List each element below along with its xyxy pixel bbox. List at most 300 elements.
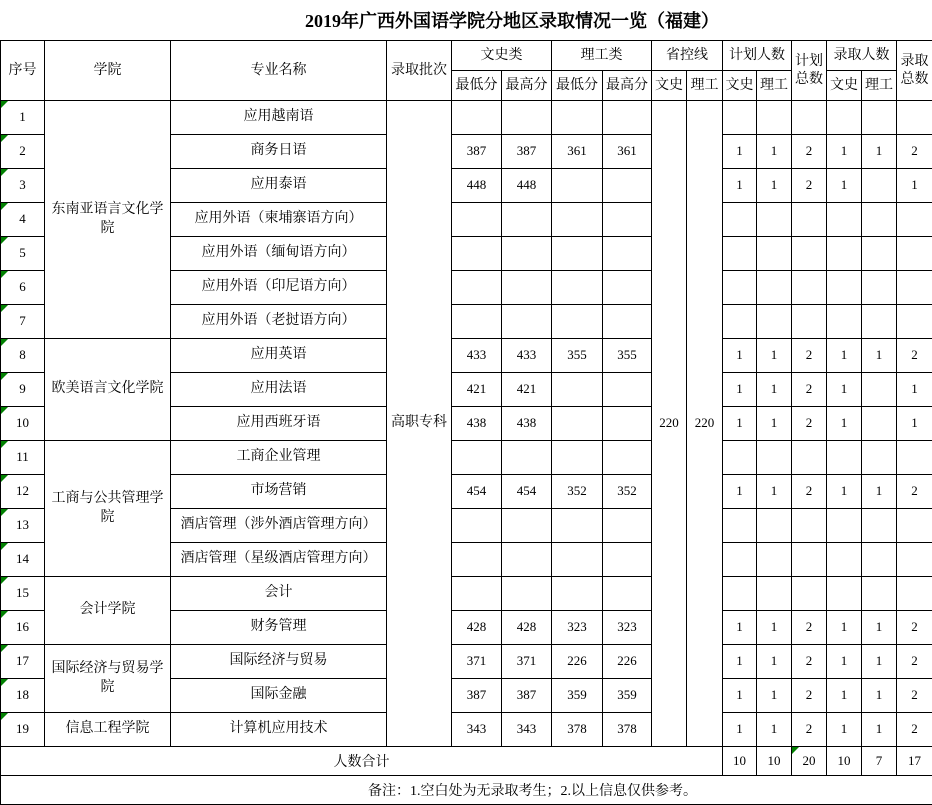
header-plan-ligong: 理工 (757, 71, 792, 101)
admit-total-cell: 2 (897, 135, 932, 169)
admit-total-cell (897, 543, 932, 577)
ligong-max-cell (603, 509, 652, 543)
seq-value: 9 (19, 381, 26, 396)
admit-wenshi-cell: 1 (827, 135, 862, 169)
admit-total-cell: 1 (897, 407, 932, 441)
note-text: 备注：1.空白处为无录取考生；2.以上信息仅供参考。 (1, 776, 932, 805)
ligong-min-cell (552, 509, 603, 543)
plan-ligong-cell: 1 (757, 679, 792, 713)
header-college: 学院 (45, 41, 171, 101)
seq-cell (1, 339, 45, 373)
header-control-line: 省控线 (652, 41, 723, 71)
seq-cell (1, 509, 45, 543)
ligong-min-cell: 352 (552, 475, 603, 509)
seq-cell (1, 577, 45, 611)
ligong-min-cell (552, 577, 603, 611)
admit-wenshi-cell: 1 (827, 373, 862, 407)
cell-marker-icon (1, 271, 8, 278)
admit-ligong-cell (862, 441, 897, 475)
wenshi-max-cell: 448 (502, 169, 552, 203)
major-cell: 应用泰语 (171, 169, 387, 203)
plan-wenshi-cell (723, 577, 757, 611)
admit-ligong-cell: 1 (862, 611, 897, 645)
cell-marker-icon (1, 237, 8, 244)
table-footer (1, 747, 932, 805)
cell-marker-icon (1, 645, 8, 652)
admit-ligong-cell: 1 (862, 475, 897, 509)
plan-ligong-cell: 1 (757, 475, 792, 509)
ligong-max-cell: 359 (603, 679, 652, 713)
major-cell: 工商企业管理 (171, 441, 387, 475)
header-admit-wenshi: 文史 (827, 71, 862, 101)
note-row (1, 776, 932, 805)
admit-ligong-cell: 1 (862, 135, 897, 169)
seq-value: 6 (19, 279, 26, 294)
plan-wenshi-cell: 1 (723, 135, 757, 169)
header-major: 专业名称 (171, 41, 387, 101)
plan-total-cell: 2 (792, 713, 827, 747)
plan-wenshi-cell (723, 543, 757, 577)
admit-wenshi-cell (827, 577, 862, 611)
plan-wenshi-cell: 1 (723, 713, 757, 747)
wenshi-max-cell: 371 (502, 645, 552, 679)
seq-cell (1, 203, 45, 237)
header-ctrl-wenshi: 文史 (652, 71, 687, 101)
admit-total-cell: 2 (897, 475, 932, 509)
major-cell: 应用外语（印尼语方向） (171, 271, 387, 305)
wenshi-min-cell (452, 271, 502, 305)
plan-ligong-cell: 1 (757, 373, 792, 407)
plan-wenshi-cell: 1 (723, 169, 757, 203)
plan-wenshi-cell (723, 203, 757, 237)
seq-cell (1, 679, 45, 713)
ligong-max-cell (603, 203, 652, 237)
wenshi-max-cell: 428 (502, 611, 552, 645)
cell-marker-icon (1, 577, 8, 584)
cell-marker-icon (1, 441, 8, 448)
plan-wenshi-cell (723, 509, 757, 543)
seq-value: 3 (19, 177, 26, 192)
seq-value: 14 (16, 551, 29, 566)
ligong-min-cell (552, 441, 603, 475)
wenshi-max-cell (502, 577, 552, 611)
header-admit: 录取人数 (827, 41, 897, 71)
wenshi-min-cell (452, 305, 502, 339)
seq-cell (1, 441, 45, 475)
seq-value: 2 (19, 143, 26, 158)
seq-value: 13 (16, 517, 29, 532)
ligong-max-cell: 361 (603, 135, 652, 169)
cell-marker-icon (1, 407, 8, 414)
plan-ligong-cell: 1 (757, 339, 792, 373)
admit-wenshi-cell: 1 (827, 169, 862, 203)
wenshi-min-cell: 438 (452, 407, 502, 441)
cell-marker-icon (1, 373, 8, 380)
college-cell: 东南亚语言文化学院 (45, 101, 171, 339)
admit-total-cell: 2 (897, 679, 932, 713)
wenshi-max-cell (502, 237, 552, 271)
table-row (1, 339, 932, 373)
wenshi-max-cell (502, 271, 552, 305)
ligong-min-cell (552, 203, 603, 237)
college-cell: 欧美语言文化学院 (45, 339, 171, 441)
admit-total-cell (897, 237, 932, 271)
plan-total-cell (792, 237, 827, 271)
plan-ligong-cell: 1 (757, 407, 792, 441)
plan-total-cell: 2 (792, 169, 827, 203)
plan-wenshi-cell (723, 237, 757, 271)
plan-ligong-cell (757, 509, 792, 543)
wenshi-min-cell: 387 (452, 679, 502, 713)
ligong-max-cell: 226 (603, 645, 652, 679)
admit-ligong-cell (862, 407, 897, 441)
cell-marker-icon (792, 747, 799, 754)
plan-wenshi-cell: 1 (723, 407, 757, 441)
plan-total-cell: 2 (792, 645, 827, 679)
plan-total-cell (792, 543, 827, 577)
header-plan-total: 计划总数 (792, 41, 827, 101)
admit-ligong-cell (862, 543, 897, 577)
totals-plan-wenshi: 10 (723, 747, 757, 776)
cell-marker-icon (1, 203, 8, 210)
cell-marker-icon (1, 543, 8, 550)
wenshi-max-cell: 343 (502, 713, 552, 747)
ligong-min-cell: 323 (552, 611, 603, 645)
admit-ligong-cell (862, 509, 897, 543)
college-cell: 信息工程学院 (45, 713, 171, 747)
admit-total-cell (897, 203, 932, 237)
wenshi-min-cell: 421 (452, 373, 502, 407)
ligong-min-cell (552, 237, 603, 271)
ligong-min-cell: 359 (552, 679, 603, 713)
major-cell: 应用外语（老挝语方向） (171, 305, 387, 339)
seq-value: 17 (16, 653, 29, 668)
plan-ligong-cell (757, 543, 792, 577)
header-plan: 计划人数 (723, 41, 792, 71)
admit-ligong-cell (862, 577, 897, 611)
seq-value: 16 (16, 619, 29, 634)
header-admit-ligong: 理工 (862, 71, 897, 101)
admit-ligong-cell (862, 169, 897, 203)
wenshi-min-cell (452, 101, 502, 135)
ligong-max-cell (603, 373, 652, 407)
table-row (1, 101, 932, 135)
totals-admit-ligong: 7 (862, 747, 897, 776)
admit-ligong-cell (862, 271, 897, 305)
ligong-max-cell: 355 (603, 339, 652, 373)
table-body (1, 101, 932, 747)
header-row-1 (1, 41, 932, 71)
ligong-min-cell (552, 305, 603, 339)
seq-value: 7 (19, 313, 26, 328)
major-cell: 计算机应用技术 (171, 713, 387, 747)
plan-total-cell (792, 271, 827, 305)
ligong-max-cell (603, 271, 652, 305)
major-cell: 商务日语 (171, 135, 387, 169)
wenshi-max-cell: 421 (502, 373, 552, 407)
wenshi-min-cell (452, 203, 502, 237)
ligong-max-cell (603, 305, 652, 339)
admissions-table (0, 40, 932, 805)
plan-wenshi-cell (723, 441, 757, 475)
cell-marker-icon (1, 713, 8, 720)
table-row (1, 441, 932, 475)
plan-wenshi-cell: 1 (723, 645, 757, 679)
totals-plan-total-cell (792, 747, 827, 776)
admit-total-cell (897, 101, 932, 135)
header-wenshi-max: 最高分 (502, 71, 552, 101)
admit-total-cell (897, 441, 932, 475)
wenshi-min-cell (452, 543, 502, 577)
plan-wenshi-cell: 1 (723, 339, 757, 373)
wenshi-min-cell (452, 577, 502, 611)
totals-admit-total: 17 (897, 747, 932, 776)
wenshi-max-cell: 387 (502, 679, 552, 713)
plan-ligong-cell (757, 203, 792, 237)
wenshi-max-cell: 454 (502, 475, 552, 509)
admit-wenshi-cell (827, 509, 862, 543)
plan-ligong-cell: 1 (757, 713, 792, 747)
plan-wenshi-cell: 1 (723, 475, 757, 509)
ligong-min-cell: 361 (552, 135, 603, 169)
seq-cell (1, 611, 45, 645)
seq-value: 10 (16, 415, 29, 430)
plan-total-cell (792, 509, 827, 543)
plan-total-cell: 2 (792, 135, 827, 169)
cell-marker-icon (1, 135, 8, 142)
admit-wenshi-cell: 1 (827, 407, 862, 441)
admit-wenshi-cell: 1 (827, 339, 862, 373)
plan-ligong-cell (757, 577, 792, 611)
ligong-min-cell (552, 101, 603, 135)
wenshi-max-cell (502, 305, 552, 339)
totals-admit-wenshi: 10 (827, 747, 862, 776)
seq-value: 1 (19, 109, 26, 124)
seq-cell (1, 543, 45, 577)
ligong-max-cell (603, 237, 652, 271)
plan-ligong-cell (757, 101, 792, 135)
plan-wenshi-cell: 1 (723, 373, 757, 407)
totals-label: 人数合计 (1, 747, 723, 776)
ligong-max-cell (603, 577, 652, 611)
wenshi-min-cell: 454 (452, 475, 502, 509)
admit-wenshi-cell: 1 (827, 645, 862, 679)
plan-wenshi-cell (723, 101, 757, 135)
wenshi-max-cell (502, 101, 552, 135)
admit-ligong-cell (862, 305, 897, 339)
plan-total-cell: 2 (792, 611, 827, 645)
wenshi-max-cell: 387 (502, 135, 552, 169)
admit-ligong-cell: 1 (862, 645, 897, 679)
seq-cell (1, 373, 45, 407)
major-cell: 市场营销 (171, 475, 387, 509)
plan-total-cell: 2 (792, 373, 827, 407)
admit-wenshi-cell: 1 (827, 611, 862, 645)
wenshi-min-cell (452, 237, 502, 271)
wenshi-min-cell: 428 (452, 611, 502, 645)
seq-cell (1, 645, 45, 679)
plan-total-cell (792, 441, 827, 475)
admit-ligong-cell: 1 (862, 339, 897, 373)
wenshi-max-cell (502, 203, 552, 237)
cell-marker-icon (1, 475, 8, 482)
header-seq: 序号 (1, 41, 45, 101)
cell-marker-icon (1, 509, 8, 516)
admit-wenshi-cell (827, 237, 862, 271)
cell-marker-icon (1, 679, 8, 686)
plan-total-cell (792, 305, 827, 339)
control-line-ligong-cell: 220 (687, 101, 723, 747)
ligong-max-cell (603, 441, 652, 475)
plan-wenshi-cell: 1 (723, 611, 757, 645)
plan-ligong-cell: 1 (757, 169, 792, 203)
plan-ligong-cell (757, 237, 792, 271)
wenshi-min-cell: 343 (452, 713, 502, 747)
admit-wenshi-cell: 1 (827, 475, 862, 509)
wenshi-min-cell: 433 (452, 339, 502, 373)
admit-total-cell (897, 577, 932, 611)
wenshi-min-cell: 387 (452, 135, 502, 169)
ligong-max-cell: 352 (603, 475, 652, 509)
major-cell: 应用英语 (171, 339, 387, 373)
seq-cell (1, 135, 45, 169)
header-ligong-max: 最高分 (603, 71, 652, 101)
wenshi-max-cell: 438 (502, 407, 552, 441)
major-cell: 酒店管理（星级酒店管理方向） (171, 543, 387, 577)
header-admit-total: 录取总数 (897, 41, 932, 101)
admit-wenshi-cell: 1 (827, 679, 862, 713)
major-cell: 财务管理 (171, 611, 387, 645)
wenshi-min-cell: 371 (452, 645, 502, 679)
cell-marker-icon (1, 101, 8, 108)
ligong-min-cell: 355 (552, 339, 603, 373)
admit-ligong-cell (862, 101, 897, 135)
admit-wenshi-cell (827, 101, 862, 135)
seq-cell (1, 407, 45, 441)
cell-marker-icon (1, 305, 8, 312)
college-cell: 工商与公共管理学院 (45, 441, 171, 577)
seq-cell (1, 305, 45, 339)
admit-wenshi-cell (827, 305, 862, 339)
admit-total-cell: 1 (897, 373, 932, 407)
ligong-min-cell: 378 (552, 713, 603, 747)
ligong-max-cell (603, 543, 652, 577)
admit-wenshi-cell (827, 543, 862, 577)
plan-ligong-cell (757, 441, 792, 475)
major-cell: 应用越南语 (171, 101, 387, 135)
major-cell: 国际金融 (171, 679, 387, 713)
table-header (1, 41, 932, 101)
header-ligong-min: 最低分 (552, 71, 603, 101)
wenshi-max-cell (502, 441, 552, 475)
ligong-min-cell (552, 373, 603, 407)
table-row (1, 577, 932, 611)
wenshi-max-cell (502, 543, 552, 577)
admit-wenshi-cell (827, 441, 862, 475)
ligong-min-cell (552, 543, 603, 577)
major-cell: 应用外语（柬埔寨语方向） (171, 203, 387, 237)
control-line-wenshi-cell: 220 (652, 101, 687, 747)
admit-wenshi-cell: 1 (827, 713, 862, 747)
ligong-min-cell (552, 407, 603, 441)
header-wenshi-min: 最低分 (452, 71, 502, 101)
ligong-max-cell: 378 (603, 713, 652, 747)
plan-total-cell (792, 203, 827, 237)
admit-wenshi-cell (827, 203, 862, 237)
table-row (1, 645, 932, 679)
ligong-min-cell: 226 (552, 645, 603, 679)
plan-wenshi-cell (723, 305, 757, 339)
seq-cell (1, 475, 45, 509)
admit-total-cell (897, 305, 932, 339)
cell-marker-icon (1, 339, 8, 346)
plan-total-cell: 2 (792, 407, 827, 441)
plan-wenshi-cell: 1 (723, 679, 757, 713)
admit-total-cell: 2 (897, 645, 932, 679)
plan-total-cell (792, 577, 827, 611)
page-title: 2019年广西外国语学院分地区录取情况一览（福建） (0, 0, 932, 40)
seq-value: 11 (16, 449, 29, 464)
major-cell: 国际经济与贸易 (171, 645, 387, 679)
plan-total-cell: 2 (792, 339, 827, 373)
admit-total-cell (897, 271, 932, 305)
admit-ligong-cell: 1 (862, 713, 897, 747)
wenshi-min-cell: 448 (452, 169, 502, 203)
major-cell: 应用西班牙语 (171, 407, 387, 441)
plan-total-cell: 2 (792, 679, 827, 713)
seq-value: 8 (19, 347, 26, 362)
major-cell: 会计 (171, 577, 387, 611)
plan-ligong-cell: 1 (757, 645, 792, 679)
seq-cell (1, 713, 45, 747)
totals-row (1, 747, 932, 776)
college-cell: 会计学院 (45, 577, 171, 645)
admit-ligong-cell (862, 373, 897, 407)
college-cell: 国际经济与贸易学院 (45, 645, 171, 713)
seq-value: 4 (19, 211, 26, 226)
seq-value: 5 (19, 245, 26, 260)
major-cell: 应用外语（缅甸语方向） (171, 237, 387, 271)
header-ctrl-ligong: 理工 (687, 71, 723, 101)
cell-marker-icon (1, 169, 8, 176)
wenshi-min-cell (452, 441, 502, 475)
cell-marker-icon (1, 611, 8, 618)
plan-total-cell: 2 (792, 475, 827, 509)
ligong-max-cell (603, 101, 652, 135)
totals-plan-ligong: 10 (757, 747, 792, 776)
wenshi-max-cell (502, 509, 552, 543)
admit-wenshi-cell (827, 271, 862, 305)
seq-cell (1, 101, 45, 135)
header-wenshi-class: 文史类 (452, 41, 552, 71)
major-cell: 酒店管理（涉外酒店管理方向） (171, 509, 387, 543)
plan-ligong-cell (757, 271, 792, 305)
table-row (1, 713, 932, 747)
ligong-max-cell: 323 (603, 611, 652, 645)
header-plan-wenshi: 文史 (723, 71, 757, 101)
batch-cell: 高职专科 (387, 101, 452, 747)
wenshi-min-cell (452, 509, 502, 543)
ligong-max-cell (603, 407, 652, 441)
totals-plan-total: 20 (803, 753, 816, 768)
admit-total-cell (897, 509, 932, 543)
seq-value: 12 (16, 483, 29, 498)
admit-ligong-cell (862, 203, 897, 237)
admit-total-cell: 2 (897, 611, 932, 645)
seq-cell (1, 169, 45, 203)
plan-ligong-cell: 1 (757, 135, 792, 169)
plan-wenshi-cell (723, 271, 757, 305)
